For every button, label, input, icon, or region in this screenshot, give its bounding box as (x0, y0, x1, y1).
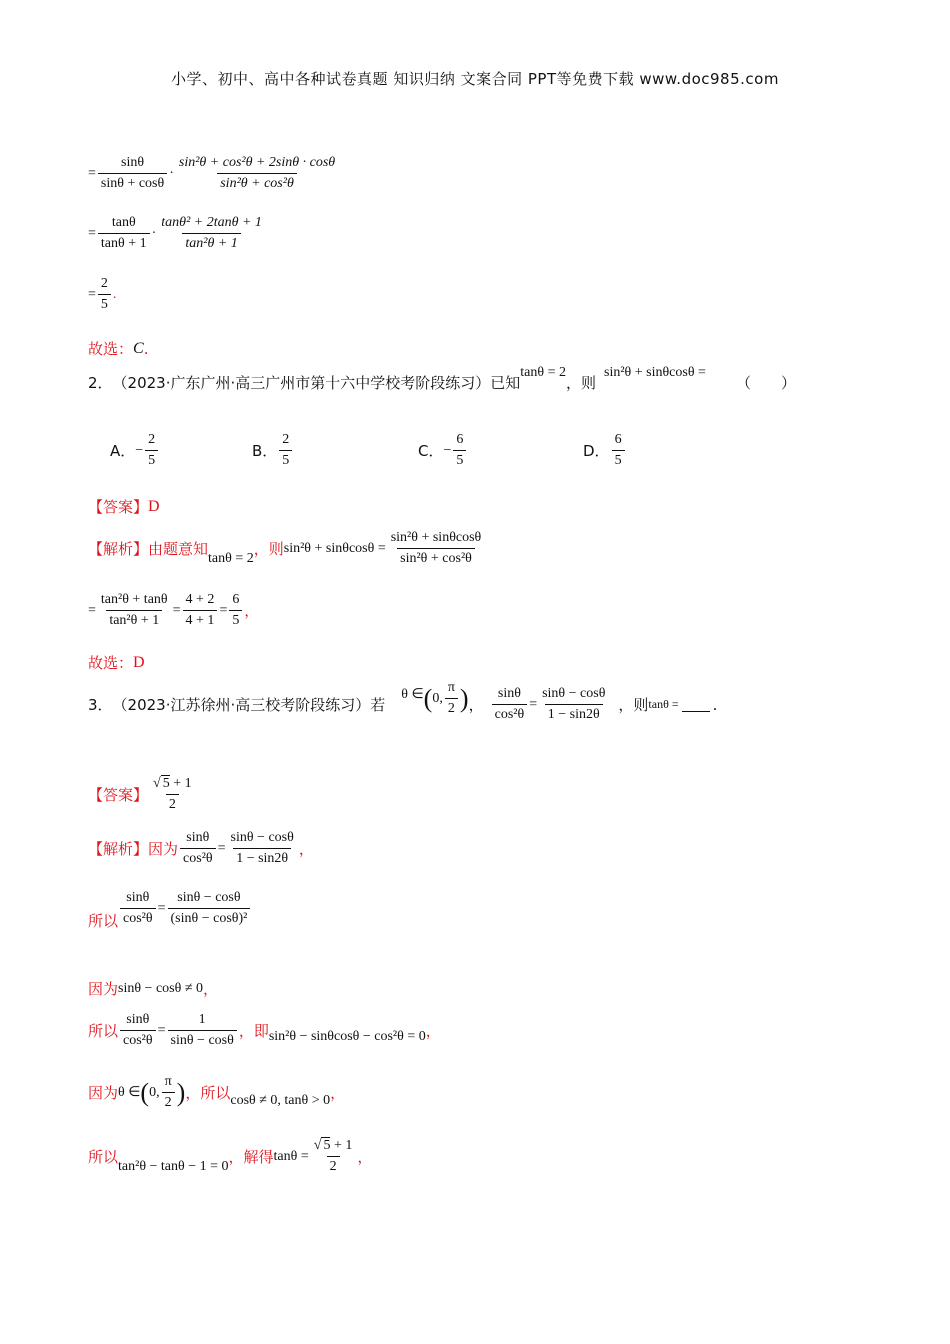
q3-analysis-6: 所以 tan²θ − tanθ − 1 = 0 ，解得 tanθ = $\frac{√ 5 + 1}{2}$ ， (88, 1138, 373, 1174)
question-2: 2． （2023·广东广州·高三广州市第十六中学校考阶段练习）已知 tanθ = 2 ，则 sin²θ + sinθcosθ = （ ） (88, 364, 796, 392)
prev-step-2: = $\frac{\tan\theta}{\tan\theta + 1}$ · $\frac{\text{tanθ² + 2tanθ + 1}}{\text{tan²θ + 1}}$ (88, 215, 267, 252)
fraction: $\frac{\text{tanθ² + 2tanθ + 1}}{\text{tan²θ + 1}}$ (161, 215, 262, 251)
option-b[interactable]: B． $\frac{2}{5}$ (252, 432, 294, 469)
fraction: $\frac{2}{5}$ (98, 276, 111, 313)
q2-step-2: = $\frac{\text{tan²θ + tanθ}}{\text{tan²θ + 1}}$ = $\frac{4 + 2}{4 + 1}$ = $\frac{6}{5}$ ， (88, 592, 259, 628)
q3-analysis-2: 所以 $\frac{\sin\theta}{\text{cos²θ}}$ = $\frac{\sin\theta - \cos\theta}{\text{(sinθ − cosθ)²}}$ (88, 890, 252, 927)
q2-analysis: 【解析】 由题意知 tanθ = 2 ，则 sin²θ + sinθcosθ = $\frac{\text{sin²θ + sinθcosθ}}{\text{sin²θ + cos²θ}}$ (88, 530, 482, 566)
q3-answer: 【答案】 $\frac{√ 5 + 1}{2}$ (88, 776, 192, 812)
page-header: 小学、初中、高中各种试卷真题 知识归纳 文案合同 PPT等免费下载 www.doc985.com (171, 70, 779, 88)
q3-analysis-1: 【解析】 因为 $\frac{\sin\theta}{\text{cos²θ}}$ = $\frac{\sin\theta - \cos\theta}{1 - \sin 2\theta}$ ， (88, 830, 314, 866)
prev-step-3: = $\frac{2}{5}$ . (88, 276, 117, 312)
prev-step-1: = $\frac{\sin\theta}{\sin\theta + \cos\theta}$ · $\frac{\text{sin²θ + cos²θ + 2sinθ · cosθ}}{\text{sin²θ + cos²θ}}$ (88, 155, 340, 192)
answer-blank[interactable] (682, 697, 710, 712)
q3-analysis-5: 因为 θ ∈ ( 0, $\frac{\pi}{2}$ ) ，所以 cosθ ≠ 0, tanθ > 0 ， (88, 1074, 346, 1110)
prev-choice: 故选： C . (88, 339, 149, 358)
q3-analysis-3: 因为 sinθ − cosθ ≠ 0 ， (88, 980, 219, 998)
fraction: $\frac{\tan\theta}{\tan\theta + 1}$ (98, 215, 150, 252)
option-c[interactable]: C． − $\frac{6}{5}$ (418, 432, 468, 469)
q2-choice: 故选： D (88, 653, 145, 672)
fraction: $\frac{\sin\theta}{\sin\theta + \cos\theta}$ (98, 155, 167, 192)
option-d[interactable]: D． $\frac{6}{5}$ (583, 432, 627, 469)
option-a[interactable]: A． − $\frac{2}{5}$ (110, 432, 160, 469)
q3-analysis-4: 所以 $\frac{\sin\theta}{\text{cos²θ}}$ = $\frac{1}{\sin\theta - \cos\theta}$ ，即 sin²θ − sinθcosθ − cos²θ = 0 ， (88, 1012, 441, 1048)
q2-answer: 【答案】 D (88, 497, 160, 516)
question-3: 3． （2023·江苏徐州·高三校考阶段练习）若 θ ∈ ( 0, $\frac{\pi}{2}$ ) ， $\frac{\sin\theta}{\text{cos²θ}}$ = $\frac{\sin\theta - \cos\theta}{1 - \sin 2\theta}$ ，则 tanθ = . (88, 680, 718, 722)
fraction: $\frac{\text{sin²θ + cos²θ + 2sinθ · cosθ}}{\text{sin²θ + cos²θ}}$ (178, 155, 336, 191)
